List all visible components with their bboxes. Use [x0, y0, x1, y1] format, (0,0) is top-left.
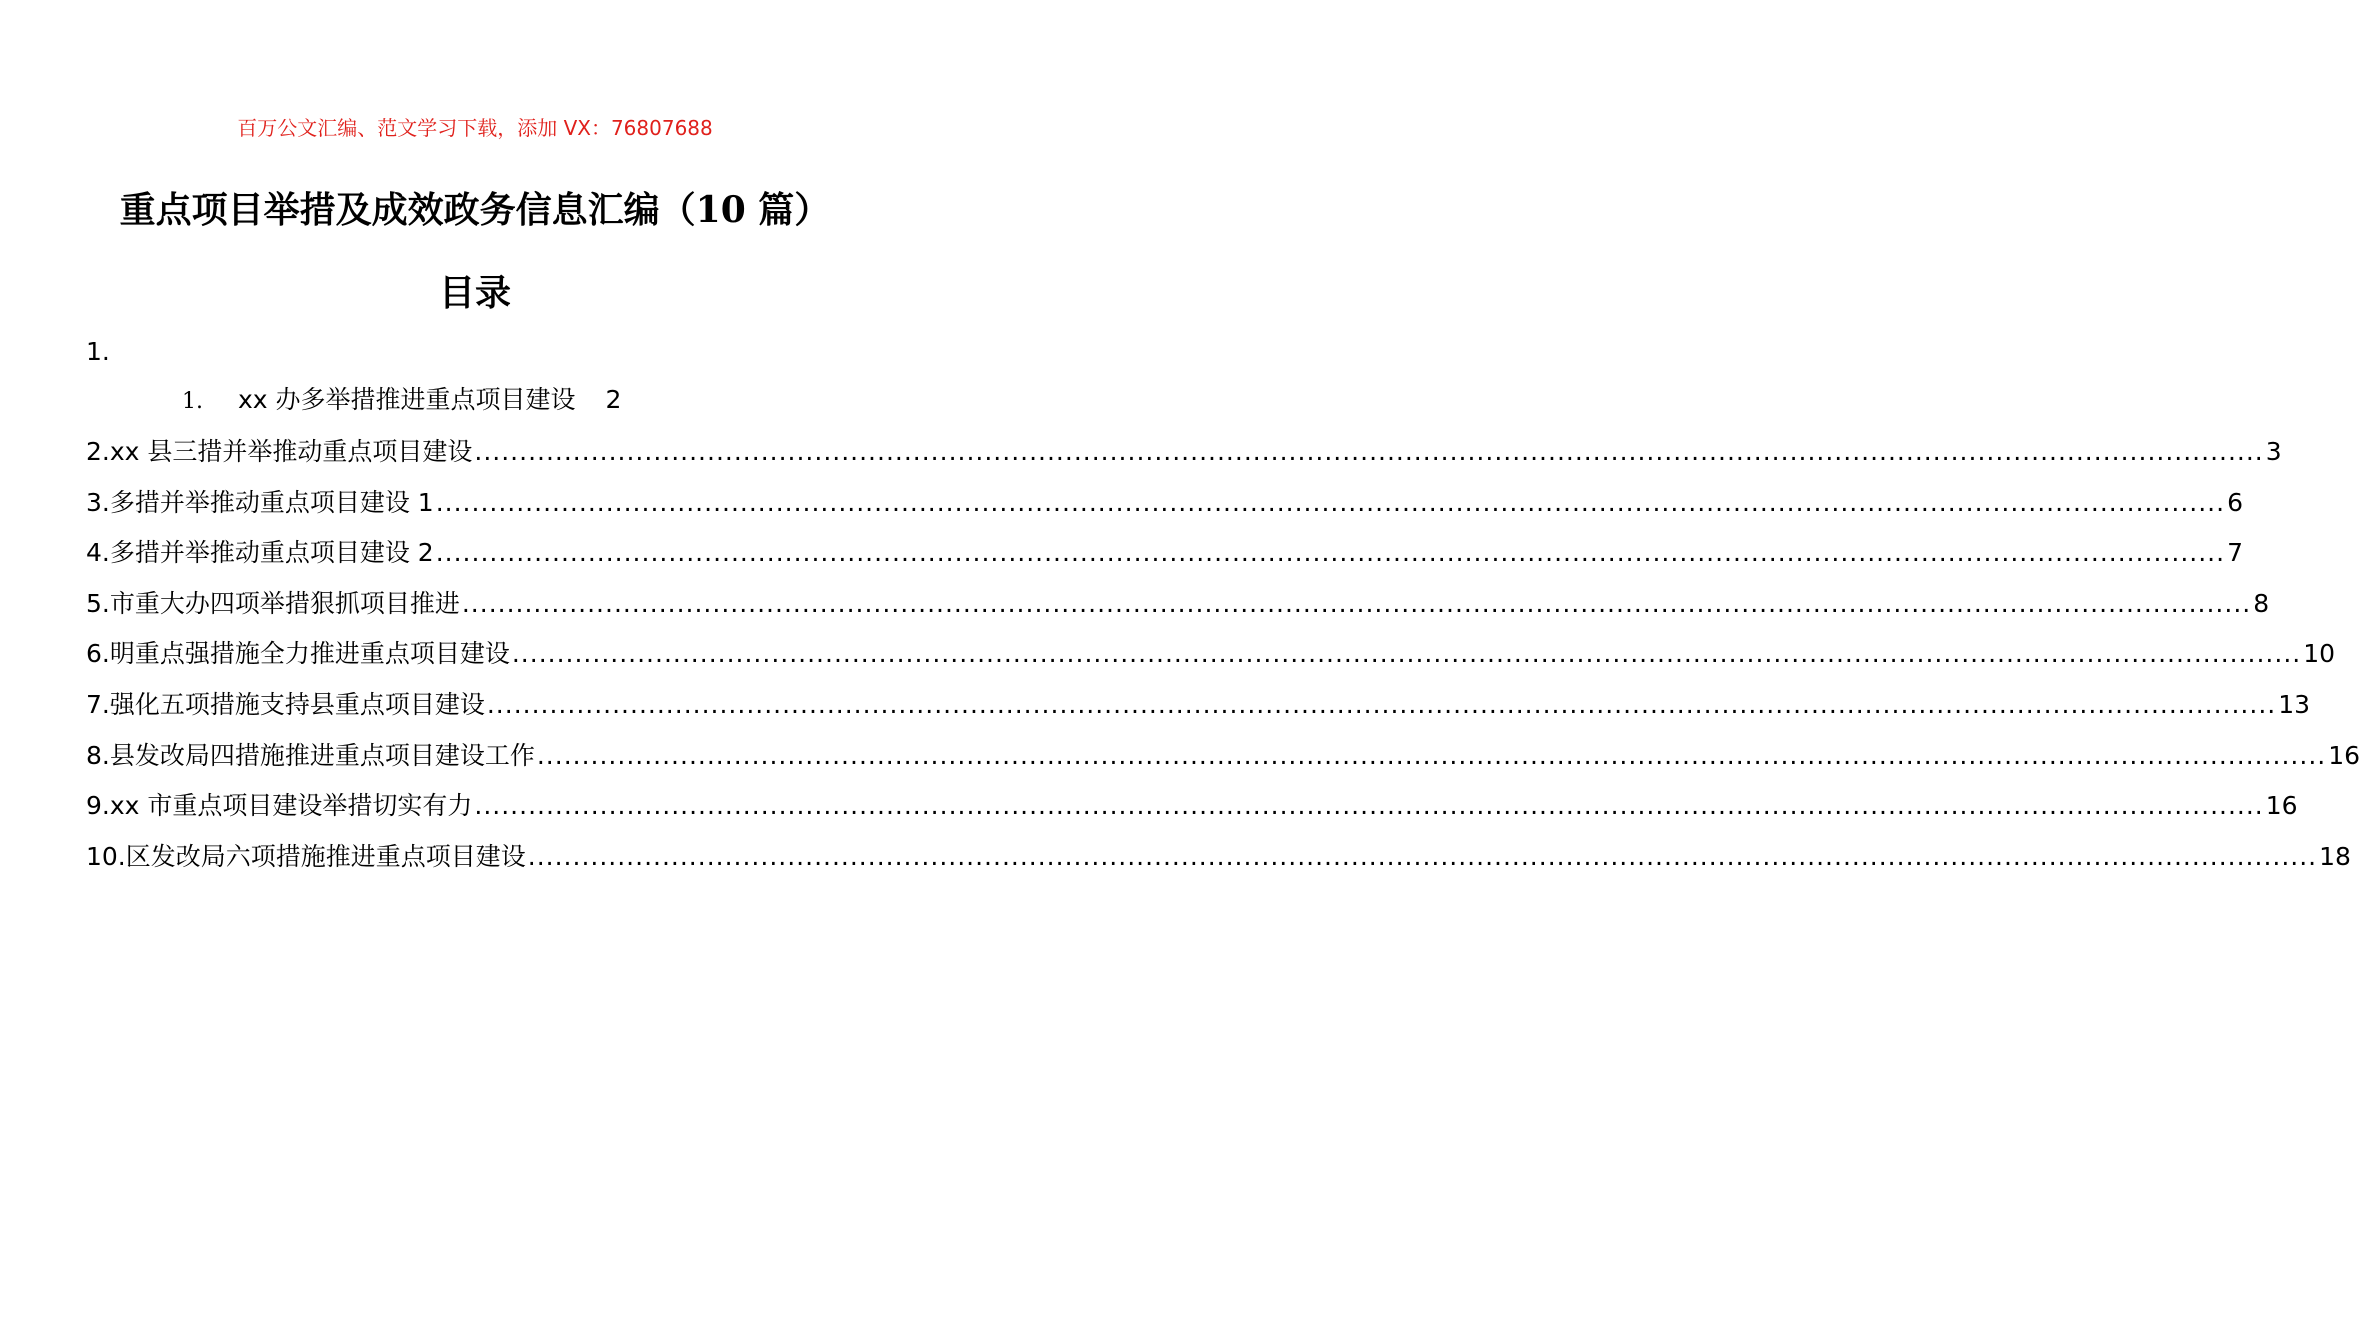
- toc-entry-page: 8: [2253, 588, 2270, 618]
- watermark-text: 百万公文汇编、范文学习下载，添加 VX：76807688: [237, 116, 713, 140]
- toc-entry-label: 10.区发改局六项措施推进重点项目建设: [86, 841, 526, 871]
- toc-leader-dots: ........................................................................................................................................................................................................: [474, 437, 2264, 466]
- toc-entry-page: 16: [2265, 791, 2298, 821]
- toc-entry-label: 5.市重大办四项举措狠抓项目推进: [86, 588, 460, 618]
- toc-leader-dots: ........................................................................................................................................................................................................: [536, 740, 2327, 770]
- toc-entry-page: 10: [2303, 639, 2336, 669]
- toc-leader-dots: ........................................................................................................................................................................................................: [527, 841, 2318, 871]
- toc-entry-page: 6: [2227, 487, 2243, 517]
- toc-entry-label: 6.明重点强措施全力推进重点项目建设: [86, 639, 510, 669]
- toc-entry-page: 16: [2328, 740, 2360, 770]
- toc-entry-label: 2.xx 县三措并举推动重点项目建设: [86, 437, 473, 466]
- toc-entry-page: 18: [2319, 841, 2351, 871]
- toc-leader-dots: ........................................................................................................................................................................................................: [511, 639, 2302, 669]
- toc-entry-number: 1.: [182, 389, 203, 414]
- toc-entry[interactable]: [86, 839, 2351, 890]
- toc-entry[interactable]: [86, 434, 2282, 485]
- toc-heading: 目录: [438, 273, 511, 314]
- toc-entry[interactable]: [86, 485, 2243, 536]
- toc-entry-1[interactable]: [182, 384, 621, 418]
- toc-entry[interactable]: [86, 738, 2360, 789]
- toc-entry[interactable]: [86, 788, 2298, 839]
- toc-entry-label: xx 办多举措推进重点项目建设: [238, 385, 576, 414]
- toc-entry[interactable]: [86, 636, 2336, 687]
- document-title: 重点项目举措及成效政务信息汇编（10 篇）: [119, 189, 831, 231]
- toc-entry[interactable]: [86, 586, 2270, 637]
- toc-entry-page: 7: [2227, 538, 2243, 568]
- toc-level-number: 1.: [86, 337, 110, 366]
- toc-entry-label: 4.多措并举推动重点项目建设 2: [86, 538, 434, 568]
- toc-entry[interactable]: [86, 687, 2311, 738]
- toc-leader-dots: ........................................................................................................................................................................................................: [474, 791, 2264, 821]
- toc-entry-page: 2: [605, 385, 622, 414]
- toc-leader-dots: ........................................................................................................................................................................................................: [435, 538, 2226, 568]
- toc-leader-dots: ........................................................................................................................................................................................................: [435, 487, 2226, 517]
- toc-entry[interactable]: [86, 535, 2243, 586]
- toc-entry-page: 3: [2265, 437, 2282, 466]
- toc-entry-label: 8.县发改局四措施推进重点项目建设工作: [86, 740, 535, 770]
- toc-list: [86, 434, 2360, 889]
- toc-entry-page: 13: [2278, 689, 2311, 719]
- toc-entry-label: 9.xx 市重点项目建设举措切实有力: [86, 791, 473, 821]
- toc-entry-label: 3.多措并举推动重点项目建设 1: [86, 487, 434, 517]
- toc-entry-label: 7.强化五项措施支持县重点项目建设: [86, 689, 485, 719]
- toc-leader-dots: ........................................................................................................................................................................................................: [461, 588, 2252, 618]
- toc-leader-dots: ........................................................................................................................................................................................................: [486, 689, 2277, 719]
